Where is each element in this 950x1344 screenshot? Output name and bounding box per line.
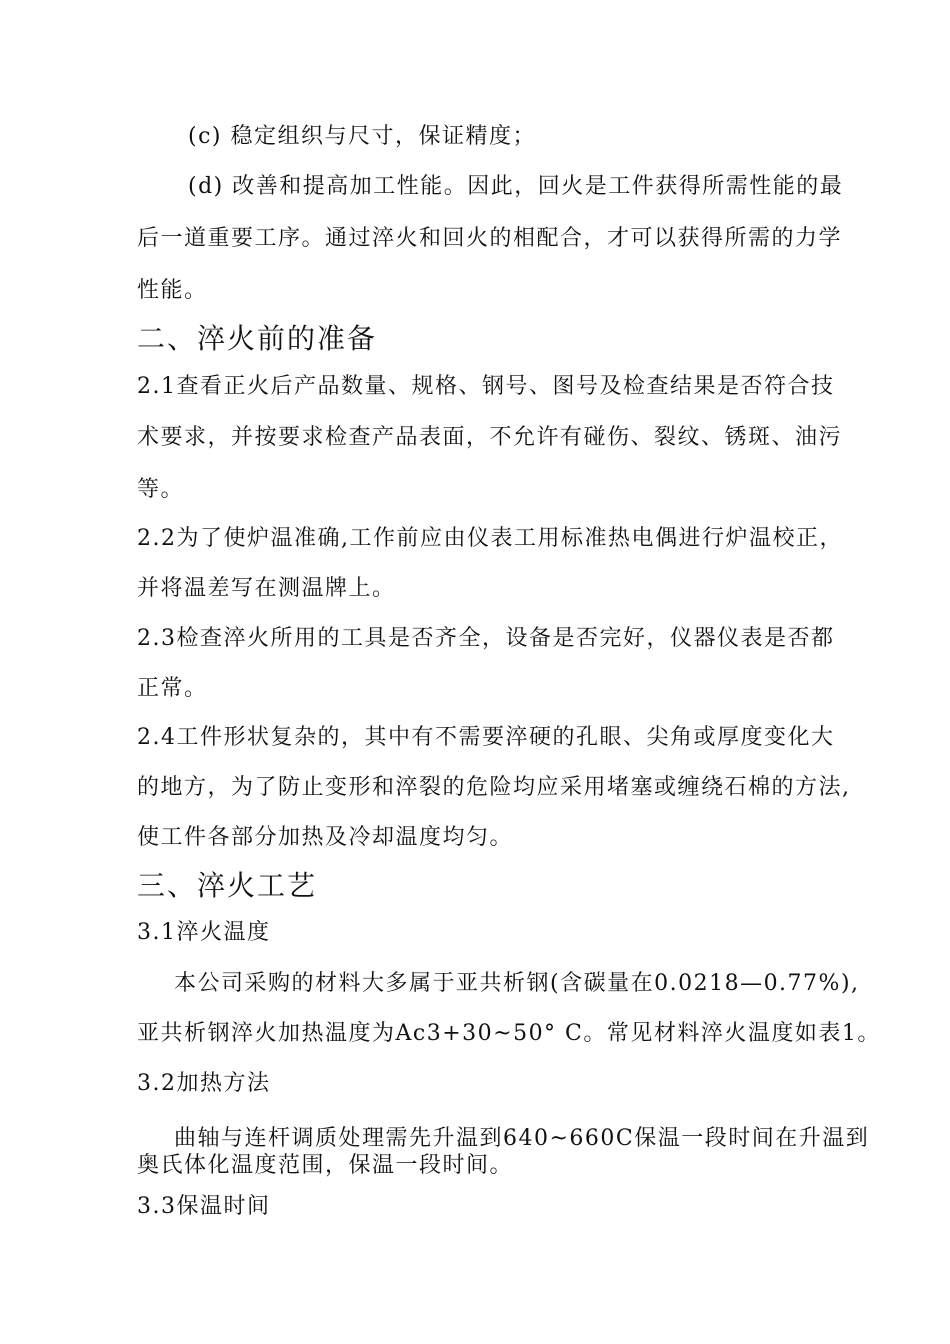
text-line: 使工件各部分加热及冷却温度均匀。	[137, 825, 514, 850]
subsection-title: 3.2加热方法	[137, 1071, 271, 1096]
text-line: 性能。	[137, 278, 208, 303]
text-line: 等。	[137, 477, 185, 502]
text-line: 2.3检查淬火所用的工具是否齐全，设备是否完好，仪器仪表是否都	[137, 626, 835, 651]
text-line: 曲轴与连杆调质处理需先升温到640~660C保温一段时间在升温到	[174, 1126, 870, 1151]
text-line: 后一道重要工序。通过淬火和回火的相配合，才可以获得所需的力学	[137, 226, 843, 251]
section-heading: 二、淬火前的准备	[137, 322, 378, 355]
text-line: 2.1查看正火后产品数量、规格、钢号、图号及检查结果是否符合技	[137, 374, 835, 399]
text-line: 并将温差写在测温牌上。	[137, 576, 396, 601]
text-line: 奥氏体化温度范围，保温一段时间。	[137, 1153, 514, 1178]
text-line: (c) 稳定组织与尺寸，保证精度；	[188, 124, 536, 149]
text-line: 2.4工件形状复杂的，其中有不需要淬硬的孔眼、尖角或厚度变化大	[137, 725, 835, 750]
subsection-title: 3.1淬火温度	[137, 920, 271, 945]
text-line: 2.2为了使炉温准确,工作前应由仪表工用标准热电偶进行炉温校正，	[137, 526, 843, 551]
text-line: 的地方，为了防止变形和淬裂的危险均应采用堵塞或缠绕石棉的方法,	[137, 775, 851, 800]
text-line: 正常。	[137, 676, 208, 701]
text-line: 术要求，并按要求检查产品表面，不允许有碰伤、裂纹、锈斑、油污	[137, 425, 843, 450]
text-line: (d) 改善和提高加工性能。因此，回火是工件获得所需性能的最	[188, 174, 844, 199]
subsection-title: 3.3保温时间	[137, 1194, 271, 1219]
text-line: 本公司采购的材料大多属于亚共析钢(含碳量在0.0218—0.77%),	[174, 971, 860, 996]
text-line: 亚共析钢淬火加热温度为Ac3+30~50° C。常见材料淬火温度如表1。	[137, 1021, 881, 1046]
section-heading: 三、淬火工艺	[137, 869, 318, 902]
